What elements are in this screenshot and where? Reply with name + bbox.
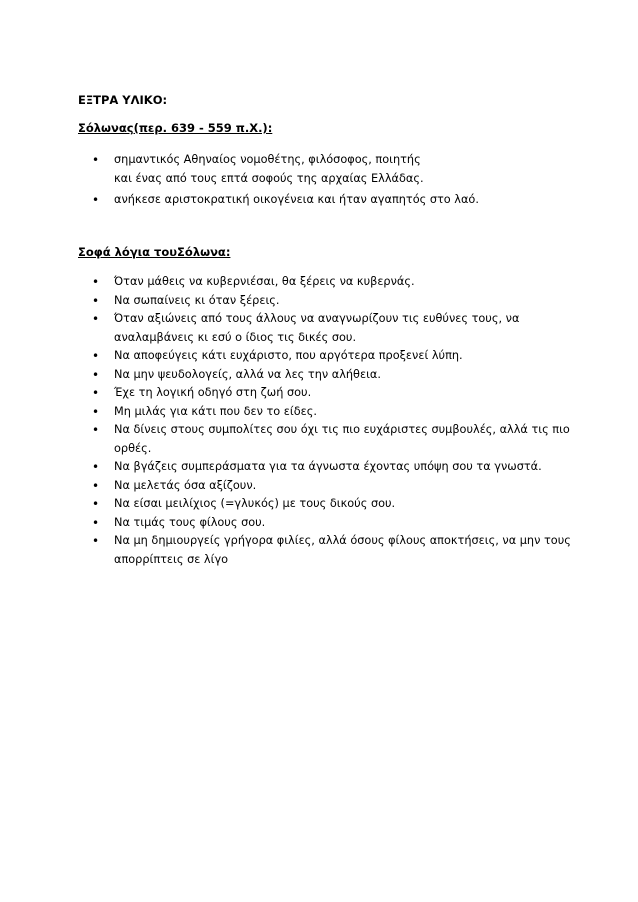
bio-line: σημαντικός Αθηναίος νομοθέτης, φιλόσοφος, ποιητής — [114, 153, 421, 166]
bullet-icon: • — [92, 460, 100, 474]
saying-text: Να δίνεις στους συμπολίτες σου όχι τις πιο ευχάριστες συμβουλές, αλλά τις πιο ορθές. — [114, 423, 570, 455]
page-title: ΕΞΤΡΑ ΥΛΙΚΟ: — [78, 93, 168, 107]
bullet-icon: • — [92, 404, 100, 419]
bullet-icon: • — [92, 312, 100, 326]
sayings-heading: Σοφά λόγια τουΣόλωνα: — [78, 245, 231, 259]
bullet-icon: • — [92, 153, 100, 167]
bullet-icon: • — [92, 386, 100, 400]
saying-text: Να μην ψευδολογείς, αλλά να λες την αλήθεια. — [114, 367, 381, 381]
bullet-icon: • — [92, 349, 100, 363]
saying-text: Να μη δημιουργείς γρήγορα φιλίες, αλλά όσους φίλους αποκτήσεις, να μην τους απορρίπτεις σε λίγο — [114, 534, 571, 566]
list-item — [78, 292, 598, 311]
bullet-icon: • — [92, 423, 100, 437]
bio-line: ανήκεσε αριστοκρατική οικογένεια και ήταν αγαπητός στο λαό. — [114, 193, 479, 206]
saying-text: Έχε τη λογική οδηγό στη ζωή σου. — [114, 386, 312, 399]
list-item — [78, 191, 598, 210]
list-item — [78, 421, 598, 458]
saying-text: Να βγάζεις συμπεράσματα για τα άγνωστα έχοντας υπόψη σου τα γνωστά. — [114, 460, 542, 473]
saying-text: Όταν αξιώνεις από τους άλλους να αναγνωρίζουν τις ευθύνες τους, να αναλαμβάνεις κι εσύ ο ίδιος τις δικές σου. — [114, 312, 520, 344]
saying-text: Να τιμάς τους φίλους σου. — [114, 515, 266, 529]
list-item — [78, 403, 598, 422]
saying-text: Μη μιλάς για κάτι που δεν το είδες. — [114, 404, 317, 418]
bullet-icon: • — [92, 534, 100, 548]
list-item — [78, 384, 598, 403]
sayings-list — [78, 273, 598, 569]
list-item — [78, 151, 598, 188]
bullet-icon: • — [92, 367, 100, 382]
bullet-icon: • — [92, 193, 100, 207]
saying-text: Να είσαι μειλίχιος (=γλυκός) με τους δικούς σου. — [114, 497, 396, 510]
list-item — [78, 347, 598, 366]
saying-text: Όταν μάθεις να κυβερνιέσαι, θα ξέρεις να κυβερνάς. — [114, 275, 415, 288]
bullet-icon: • — [92, 497, 100, 511]
list-item — [78, 366, 598, 385]
list-item — [78, 458, 598, 477]
saying-text: Να σωπαίνεις κι όταν ξέρεις. — [114, 293, 280, 307]
list-item — [78, 477, 598, 496]
bullet-icon: • — [92, 478, 100, 493]
saying-text: Να αποφεύγεις κάτι ευχάριστο, που αργότερα προξενεί λύπη. — [114, 349, 463, 362]
bullet-icon: • — [92, 293, 100, 308]
list-item — [78, 514, 598, 533]
list-item — [78, 495, 598, 514]
bullet-icon: • — [92, 515, 100, 530]
bio-line: και ένας από τους επτά σοφούς της αρχαίας Ελλάδας. — [114, 171, 424, 185]
list-item — [78, 310, 598, 347]
bio-list — [78, 151, 598, 210]
list-item — [78, 532, 598, 569]
bullet-icon: • — [92, 275, 100, 289]
saying-text: Να μελετάς όσα αξίζουν. — [114, 478, 257, 492]
list-item — [78, 273, 598, 292]
solon-heading: Σόλωνας(περ. 639 - 559 π.Χ.): — [78, 121, 273, 135]
